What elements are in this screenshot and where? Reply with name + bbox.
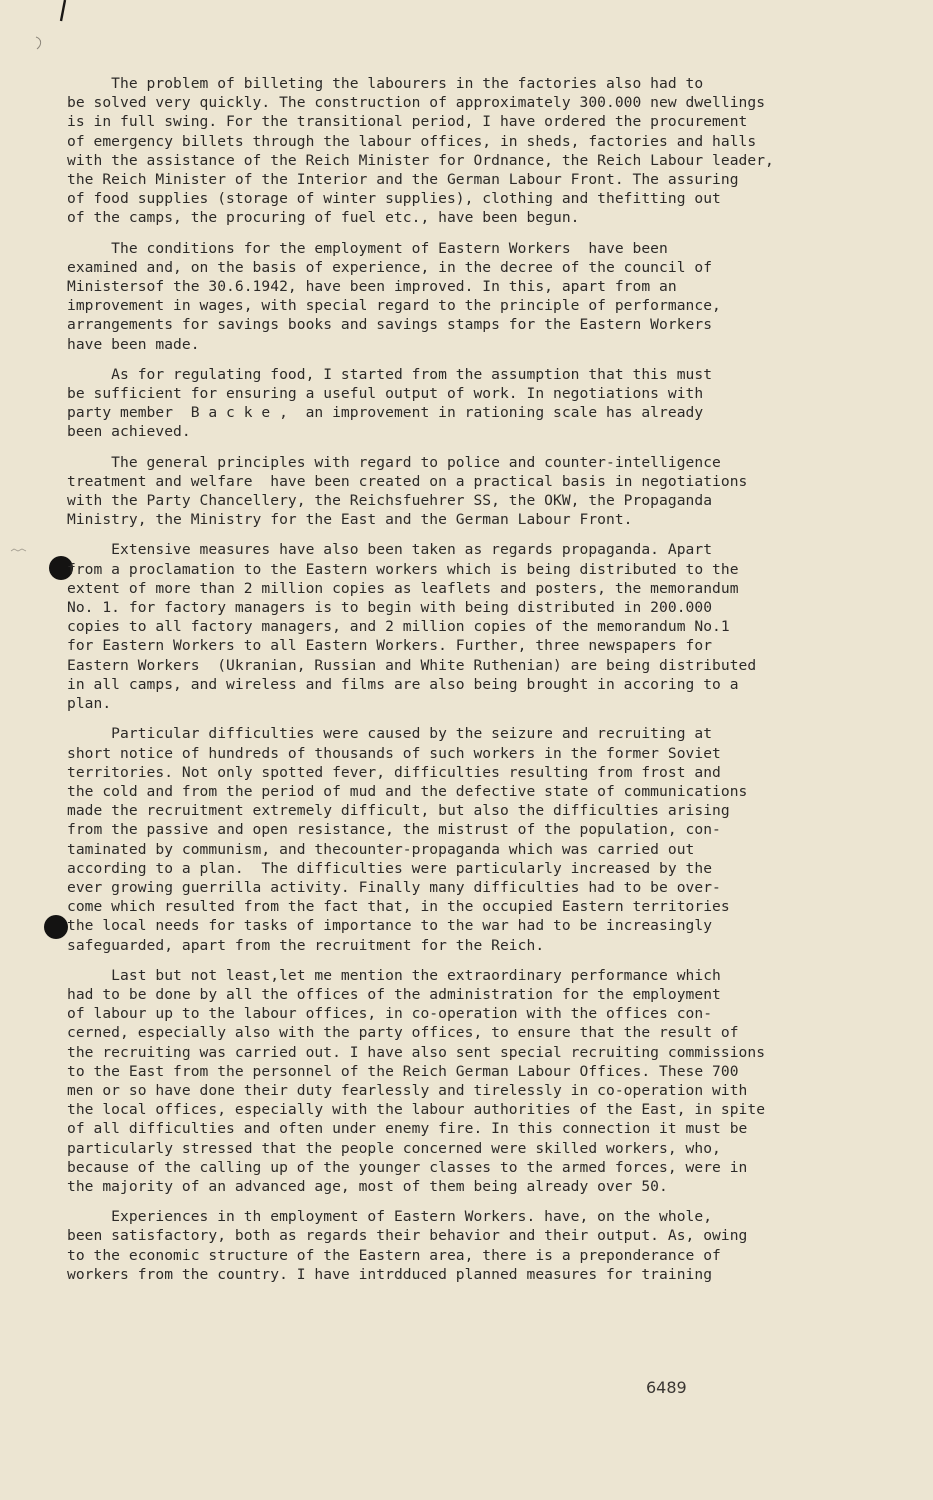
punch-hole-bottom [44, 915, 68, 939]
smudge-mark [10, 546, 28, 554]
paragraph [67, 1207, 837, 1284]
page-number: 6489 [646, 1378, 687, 1397]
text-line: had to be done by all the offices of the administration for the employment [67, 985, 721, 1003]
text-line: No. 1. for factory managers is to begin with being distributed in 200.000 [67, 599, 713, 617]
text-line: been achieved. [67, 423, 191, 441]
text-line: with the assistance of the Reich Minister for Ordnance, the Reich Labour leader, [67, 151, 774, 169]
text-line: the cold and from the period of mud and the defective state of communications [67, 782, 748, 800]
paragraph [67, 540, 837, 713]
text-line: of labour up to the labour offices, in co-operation with the offices con- [67, 1005, 713, 1023]
text-line: territories. Not only spotted fever, difficulties resulting from frost and [67, 763, 721, 781]
text-line: short notice of hundreds of thousands of such workers in the former Soviet [67, 744, 721, 762]
paragraph [67, 365, 837, 442]
text-line: from a proclamation to the Eastern workers which is being distributed to the [67, 560, 739, 578]
text-line: Experiences in th employment of Eastern Workers. have, on the whole, [67, 1208, 713, 1226]
text-line: with the Party Chancellery, the Reichsfuehrer SS, the OKW, the Propaganda [67, 492, 713, 510]
text-line: examined and, on the basis of experience, in the decree of the council of [67, 258, 713, 276]
text-line: of all difficulties and often under enemy fire. In this connection it must be [67, 1120, 748, 1138]
paragraph [67, 966, 837, 1196]
text-line: workers from the country. I have intrdduced planned measures for training [67, 1265, 713, 1283]
text-line: Ministry, the Ministry for the East and the German Labour Front. [67, 511, 633, 529]
text-line: the local needs for tasks of importance to the war had to be increasingly [67, 917, 713, 935]
text-line: Extensive measures have also been taken as regards propaganda. Apart [67, 541, 713, 559]
text-line: extent of more than 2 million copies as leaflets and posters, the memorandum [67, 579, 739, 597]
text-line: according to a plan. The difficulties were particularly increased by the [67, 859, 713, 877]
text-line: the recruiting was carried out. I have also sent special recruiting commissions [67, 1043, 766, 1061]
text-line: particularly stressed that the people concerned were skilled workers, who, [67, 1139, 721, 1157]
text-line: come which resulted from the fact that, in the occupied Eastern territories [67, 898, 730, 916]
text-line: plan. [67, 695, 112, 713]
text-line: ever growing guerrilla activity. Finally many difficulties had to be over- [67, 878, 721, 896]
text-line: is in full swing. For the transitional period, I have ordered the procurement [67, 113, 748, 131]
text-line: of emergency billets through the labour offices, in sheds, factories and halls [67, 132, 757, 150]
text-line: in all camps, and wireless and films are also being brought in accoring to a [67, 675, 739, 693]
text-line: from the passive and open resistance, the mistrust of the population, con- [67, 821, 721, 839]
text-line: to the economic structure of the Eastern area, there is a preponderance of [67, 1246, 721, 1264]
text-line: taminated by communism, and thecounter-propaganda which was carried out [67, 840, 695, 858]
text-line: Eastern Workers (Ukranian, Russian and White Ruthenian) are being distributed [67, 656, 757, 674]
text-line: made the recruitment extremely difficult, but also the difficulties arising [67, 802, 730, 820]
text-line: of food supplies (storage of winter supplies), clothing and thefitting out [67, 190, 721, 208]
pencil-mark [34, 36, 44, 50]
text-line: Last but not least,let me mention the extraordinary performance which [67, 966, 721, 984]
text-line: treatment and welfare have been created on a practical basis in negotiations [67, 472, 748, 490]
text-line: party member B a c k e , an improvement in rationing scale has already [67, 404, 704, 422]
text-line: because of the calling up of the younger classes to the armed forces, were in [67, 1158, 748, 1176]
text-line: been satisfactory, both as regards their behavior and their output. As, owing [67, 1227, 748, 1245]
paragraph [67, 724, 837, 954]
text-line: men or so have done their duty fearlessly and tirelessly in co-operation with [67, 1081, 748, 1099]
paragraph [67, 74, 837, 228]
paragraph [67, 239, 837, 354]
text-line: As for regulating food, I started from the assumption that this must [67, 365, 713, 383]
body-text [67, 74, 837, 1295]
text-line: cerned, especially also with the party offices, to ensure that the result of [67, 1024, 739, 1042]
text-line: the Reich Minister of the Interior and the German Labour Front. The assuring [67, 171, 739, 189]
text-line: the majority of an advanced age, most of them being already over 50. [67, 1177, 668, 1195]
text-line: Ministersof the 30.6.1942, have been improved. In this, apart from an [67, 278, 677, 296]
text-line: arrangements for savings books and savings stamps for the Eastern Workers [67, 316, 713, 334]
text-line: the local offices, especially with the labour authorities of the East, in spite [67, 1101, 766, 1119]
text-line: be solved very quickly. The construction of approximately 300.000 new dwellings [67, 94, 766, 112]
text-line: Particular difficulties were caused by the seizure and recruiting at [67, 725, 713, 743]
text-line: The conditions for the employment of Eastern Workers have been [67, 239, 668, 257]
text-line: improvement in wages, with special regard to the principle of performance, [67, 297, 721, 315]
text-line: have been made. [67, 335, 200, 353]
text-line: safeguarded, apart from the recruitment for the Reich. [67, 936, 545, 954]
pen-mark [58, 0, 68, 22]
text-line: copies to all factory managers, and 2 million copies of the memorandum No.1 [67, 618, 730, 636]
text-line: The general principles with regard to police and counter-intelligence [67, 453, 721, 471]
text-line: to the East from the personnel of the Reich German Labour Offices. These 700 [67, 1062, 739, 1080]
text-line: The problem of billeting the labourers in the factories also had to [67, 75, 704, 92]
paragraph [67, 453, 837, 530]
text-line: be sufficient for ensuring a useful output of work. In negotiations with [67, 385, 704, 403]
text-line: of the camps, the procuring of fuel etc., have been begun. [67, 209, 580, 227]
text-line: for Eastern Workers to all Eastern Workers. Further, three newspapers for [67, 637, 713, 655]
